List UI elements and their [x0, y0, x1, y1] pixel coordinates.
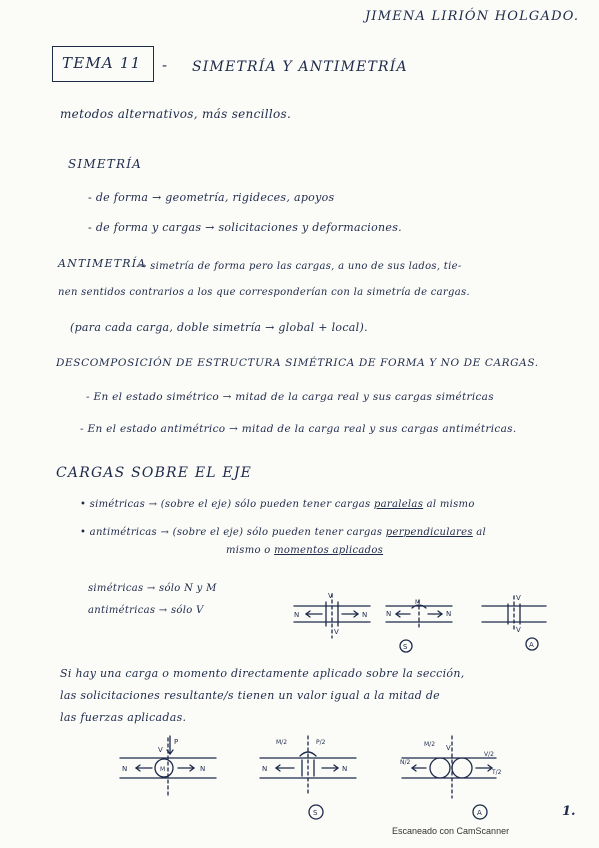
- diagram-4-label-p: P: [174, 738, 179, 746]
- diagram-3-label-a: A: [529, 641, 534, 649]
- diagram-3-label-v: V: [516, 594, 521, 602]
- cargas-eje-bullet-2-post: al: [476, 527, 487, 538]
- diagram-4-label-v: V: [158, 746, 163, 754]
- conclusion-line-3: las fuerzas aplicadas.: [60, 711, 187, 724]
- cargas-eje-bullet-2-underlined: perpendiculares: [385, 527, 473, 538]
- diagram-4-label-n-right: N: [200, 765, 206, 773]
- diagram-2-label-n-left: N: [386, 610, 392, 618]
- diagram-2-label-n-right: N: [446, 610, 452, 618]
- diagram-1-label-v-bottom: V: [334, 628, 339, 636]
- cargas-eje-row-simetricas: simétricas → sólo N y M: [88, 583, 217, 594]
- diagram-6-label-a: A: [477, 809, 482, 817]
- diagram-1-label-n-right: N: [362, 611, 368, 619]
- diagram-2-label-s: S: [403, 643, 408, 651]
- descomposicion-heading: DESCOMPOSICIÓN DE ESTRUCTURA SIMÉTRICA DE FORMA Y NO DE CARGAS.: [56, 357, 539, 369]
- diagram-section-antimetric: [480, 592, 550, 654]
- diagram-6-label-m2: M/2: [424, 741, 436, 748]
- diagram-3-label-v-bottom: V: [516, 626, 521, 634]
- diagram-section-general: [292, 588, 372, 648]
- cargas-eje-bullet-1-underlined: paralelas: [373, 499, 424, 510]
- diagram-5-label-n-left: N: [262, 765, 268, 773]
- diagram-6-label-n2: N/2: [400, 759, 411, 766]
- diagram-5-label-s: S: [313, 809, 318, 817]
- diagram-section-symmetric: [384, 596, 454, 656]
- intro-text: metodos alternativos, más sencillos.: [60, 107, 292, 121]
- antimetria-line-1: → simetría de forma pero las cargas, a uno de sus lados, tie-: [138, 261, 462, 272]
- diagram-6-label-v2: V/2: [484, 751, 494, 758]
- diagram-applied-load-antimetric: [400, 730, 510, 824]
- diagram-applied-load-symmetric: [258, 730, 358, 822]
- cargas-eje-row-antimetricas: antimétricas → sólo V: [88, 605, 204, 616]
- cargas-eje-heading: CARGAS SOBRE EL EJE: [56, 465, 253, 481]
- scanner-footer: Escaneado con CamScanner: [392, 826, 510, 836]
- diagram-2-label-m: M: [415, 599, 421, 606]
- diagram-1-label-n-left: N: [294, 611, 300, 619]
- diagram-4-label-n-left: N: [122, 765, 128, 773]
- diagram-5-label-m2: M/2: [276, 739, 288, 746]
- cargas-eje-bullet-2-pre: • antimétricas → (sobre el eje) sólo pueden tener cargas: [80, 527, 383, 538]
- diagram-5-label-n-right: N: [342, 765, 348, 773]
- antimetria-line-2: nen sentidos contrarios a los que corresponderían con la simetría de cargas.: [58, 287, 470, 298]
- descomposicion-item-1: - En el estado simétrico → mitad de la carga real y sus cargas simétricas: [86, 391, 494, 403]
- diagram-applied-load-general: [118, 732, 218, 804]
- cargas-eje-bullet-1: [80, 500, 475, 510]
- cargas-eje-bullet-2: [80, 528, 486, 538]
- simetria-item-1: - de forma → geometría, rigideces, apoyos: [88, 191, 335, 204]
- cargas-eje-bullet-2-line-2-underlined: momentos aplicados: [274, 545, 384, 556]
- cargas-eje-bullet-2-line-2: [226, 546, 383, 556]
- diagram-1-label-v: V: [328, 592, 333, 600]
- title-dash: -: [162, 56, 168, 74]
- antimetria-heading: ANTIMETRÍA: [58, 257, 147, 270]
- conclusion-line-1: Si hay una carga o momento directamente aplicado sobre la sección,: [60, 667, 465, 680]
- simetria-heading: SIMETRÍA: [68, 157, 143, 171]
- cargas-eje-bullet-2-line-2-pre: mismo o: [226, 545, 271, 556]
- diagram-6-label-v: V: [446, 744, 451, 752]
- cargas-eje-bullet-1-post: al mismo: [426, 499, 475, 510]
- author-name: JIMENA LIRIÓN HOLGADO.: [365, 9, 580, 24]
- simetria-item-2: - de forma y cargas → solicitaciones y deformaciones.: [88, 221, 402, 234]
- diagram-5-label-p2: P/2: [316, 739, 326, 746]
- diagram-6-label-t2: T/2: [492, 769, 502, 776]
- antimetria-line-3: (para cada carga, doble simetría → global + local).: [70, 321, 368, 334]
- title-tema: TEMA 11: [62, 54, 142, 72]
- descomposicion-item-2: - En el estado antimétrico → mitad de la carga real y sus cargas antimétricas.: [80, 423, 517, 435]
- diagram-4-label-m: M: [160, 766, 166, 773]
- cargas-eje-bullet-1-pre: • simétricas → (sobre el eje) sólo pueden tener cargas: [80, 499, 371, 510]
- conclusion-line-2: las solicitaciones resultante/s tienen un valor igual a la mitad de: [60, 689, 440, 702]
- page-number: 1.: [562, 804, 576, 819]
- page-title: SIMETRÍA Y ANTIMETRÍA: [192, 59, 408, 75]
